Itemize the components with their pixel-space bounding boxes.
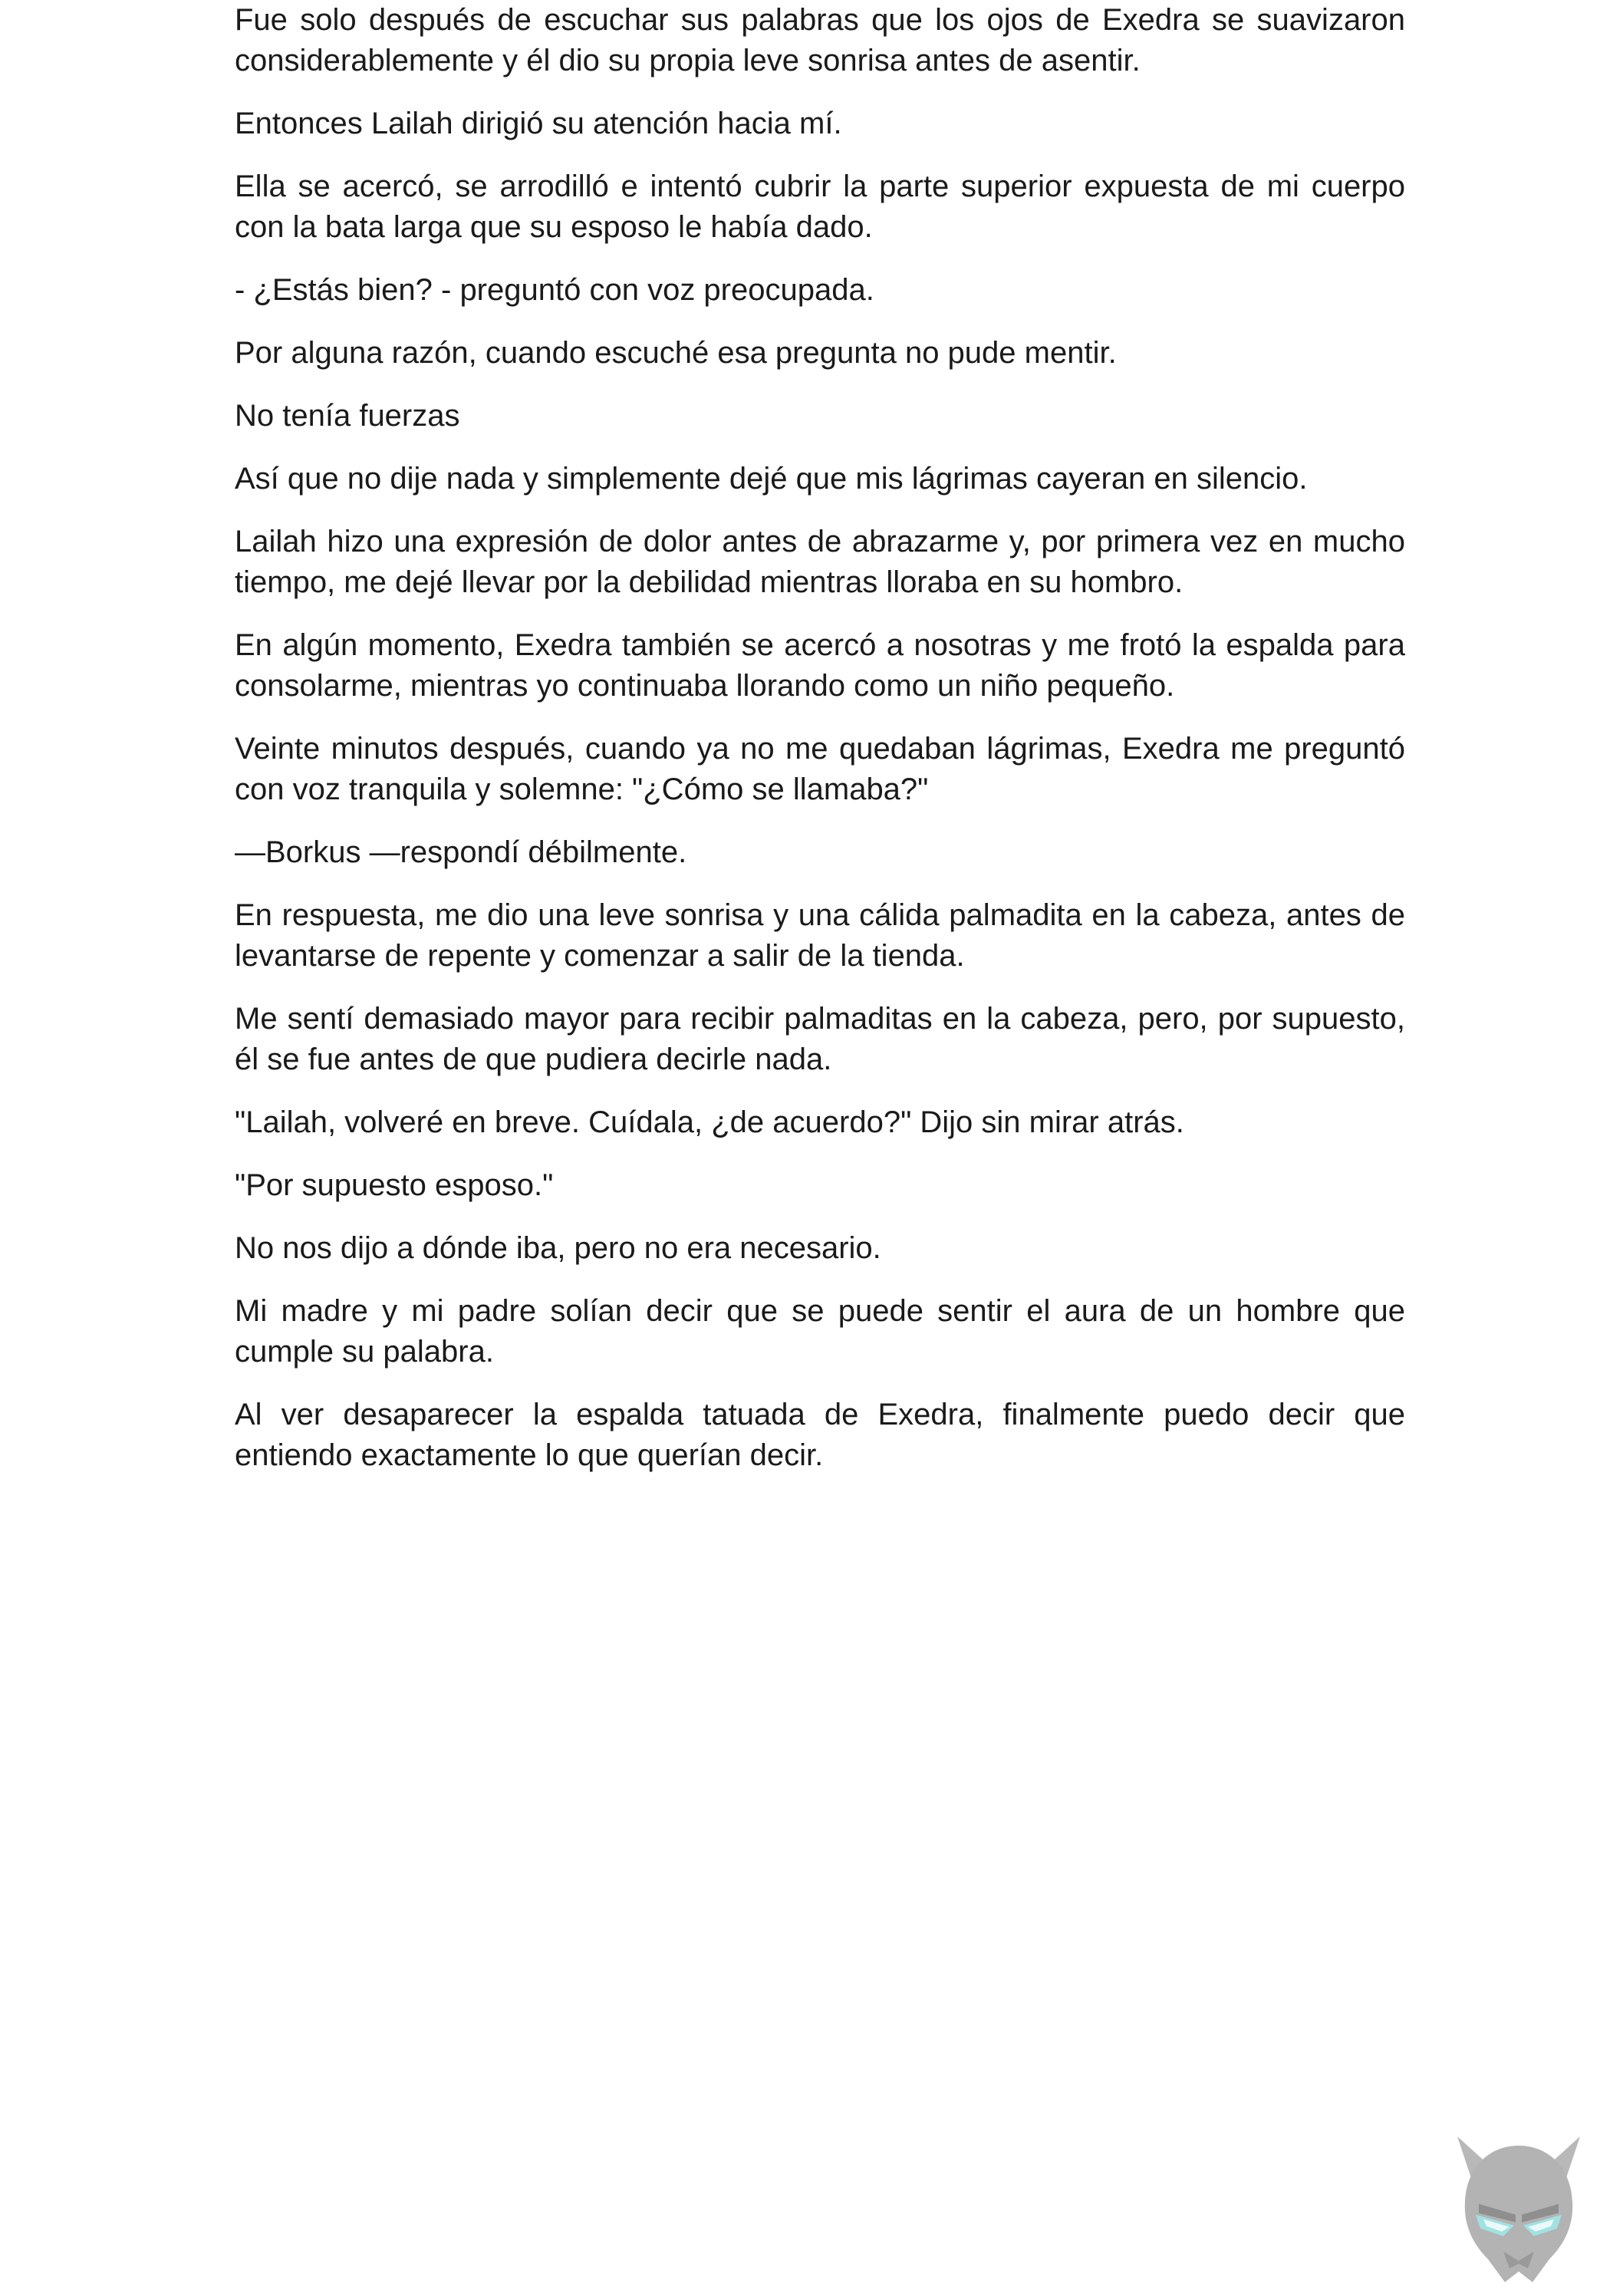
paragraph: Al ver desaparecer la espalda tatuada de Exedra, finalmente puedo decir que entiendo exactamente lo que querían decir.: [235, 1398, 1405, 1472]
paragraph: Me sentí demasiado mayor para recibir palmaditas en la cabeza, pero, por supuesto, él se fue antes de que pudiera decirle nada.: [235, 1002, 1405, 1076]
paragraph: Entonces Lailah dirigió su atención hacia mí.: [235, 107, 842, 140]
paragraph: No tenía fuerzas: [235, 399, 460, 433]
paragraph: "Por supuesto esposo.": [235, 1168, 554, 1202]
paragraph: Por alguna razón, cuando escuché esa pregunta no pude mentir.: [235, 336, 1117, 370]
paragraph: Lailah hizo una expresión de dolor antes de abrazarme y, por primera vez en mucho tiempo, me dejé llevar por la debilidad mientras lloraba en su hombro.: [235, 525, 1405, 599]
paragraph: Así que no dije nada y simplemente dejé que mis lágrimas cayeran en silencio.: [235, 462, 1308, 496]
paragraph: En respuesta, me dio una leve sonrisa y una cálida palmadita en la cabeza, antes de levantarse de repente y comenzar a salir de la tienda.: [235, 898, 1405, 973]
paragraph: Ella se acercó, se arrodilló e intentó cubrir la parte superior expuesta de mi cuerpo con la bata larga que su esposo le había dado.: [235, 170, 1405, 244]
paragraph: En algún momento, Exedra también se acercó a nosotras y me frotó la espalda para consolarme, mientras yo continuaba llorando como un niño pequeño.: [235, 628, 1405, 703]
paragraph: "Lailah, volveré en breve. Cuídala, ¿de acuerdo?" Dijo sin mirar atrás.: [235, 1105, 1184, 1139]
paragraph: No nos dijo a dónde iba, pero no era necesario.: [235, 1231, 881, 1265]
paragraph: Mi madre y mi padre solían decir que se puede sentir el aura de un hombre que cumple su palabra.: [235, 1294, 1405, 1369]
paragraph: - ¿Estás bien? - preguntó con voz preocupada.: [235, 273, 874, 307]
demon-head-logo-icon: [1442, 2129, 1595, 2290]
paragraph: Fue solo después de escuchar sus palabras que los ojos de Exedra se suavizaron considerablemente y él dio su propia leve sonrisa antes de asentir.: [235, 3, 1405, 77]
text-body: [235, 0, 1405, 1498]
paragraph: Veinte minutos después, cuando ya no me quedaban lágrimas, Exedra me preguntó con voz tranquila y solemne: "¿Cómo se llamaba?": [235, 732, 1405, 806]
paragraph: —Borkus —respondí débilmente.: [235, 835, 687, 869]
